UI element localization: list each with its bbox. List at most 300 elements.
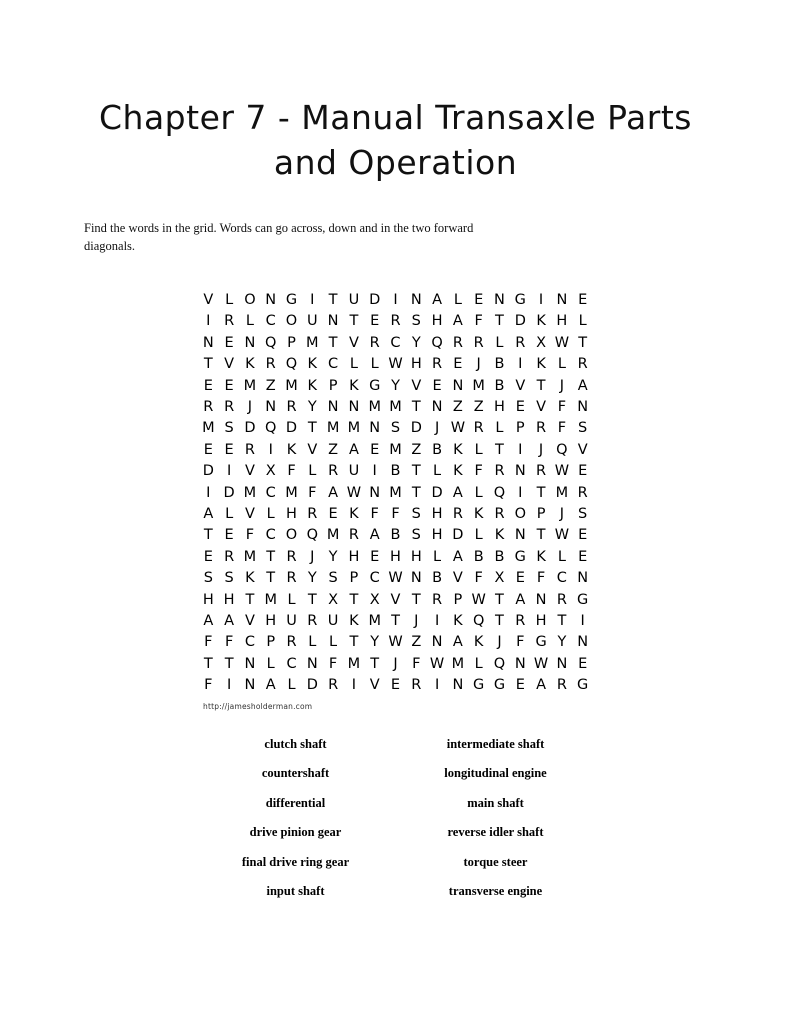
grid-cell: L: [578, 313, 587, 330]
grid-cell: Q: [493, 655, 506, 672]
grid-cell: G: [369, 377, 381, 394]
grid-cell: T: [578, 334, 588, 351]
grid-cell: N: [577, 398, 589, 415]
grid-cell: W: [388, 634, 403, 651]
grid-cell: Y: [411, 334, 421, 351]
grid-cell: E: [203, 377, 213, 394]
grid-cell: F: [328, 655, 338, 672]
grid-cell: E: [370, 441, 380, 458]
grid-cell: G: [535, 634, 547, 651]
grid-cell: L: [495, 334, 504, 351]
grid-cell: L: [474, 527, 483, 544]
grid-cell: F: [557, 398, 567, 415]
grid-cell: J: [497, 634, 502, 651]
grid-cell: L: [308, 463, 317, 480]
word-list-item: transverse engine: [448, 884, 543, 899]
grid-cell: L: [287, 677, 296, 694]
grid-cell: G: [577, 677, 589, 694]
grid-cell: R: [328, 677, 339, 694]
grid-cell: H: [390, 548, 401, 565]
grid-cell: H: [431, 313, 443, 330]
grid-cell: E: [578, 655, 588, 672]
grid-cell: T: [411, 398, 421, 415]
grid-cell: A: [452, 484, 463, 501]
word-list-item: drive pinion gear: [249, 825, 342, 840]
grid-cell: T: [536, 484, 546, 501]
grid-cell: R: [452, 334, 463, 351]
grid-cell: W: [450, 420, 466, 437]
grid-cell: Q: [265, 334, 277, 351]
grid-cell: N: [431, 398, 443, 415]
grid-cell: B: [494, 548, 505, 565]
grid-cell: W: [533, 655, 549, 672]
grid-cell: A: [452, 313, 463, 330]
grid-cell: M: [243, 377, 257, 394]
grid-cell: F: [516, 634, 525, 651]
grid-cell: E: [390, 677, 401, 694]
grid-cell: V: [224, 356, 235, 373]
grid-cell: N: [244, 334, 256, 351]
grid-cell: S: [224, 420, 234, 437]
grid-cell: C: [556, 570, 567, 587]
grid-cell: L: [495, 420, 504, 437]
grid-cell: M: [368, 612, 381, 629]
grid-cell: P: [453, 591, 463, 608]
grid-cell: W: [554, 527, 570, 544]
grid-cell: R: [473, 420, 484, 437]
grid-cell: R: [286, 398, 297, 415]
grid-cell: T: [495, 441, 504, 458]
grid-cell: Q: [285, 356, 298, 373]
grid-cell: X: [369, 591, 380, 608]
grid-cell: V: [369, 677, 380, 694]
grid-cell: M: [202, 420, 215, 437]
word-search-grid-container: [0, 289, 791, 695]
grid-cell: X: [494, 570, 505, 587]
grid-cell: E: [370, 313, 380, 330]
grid-cell: J: [434, 420, 440, 437]
grid-cell: N: [514, 655, 526, 672]
grid-cell: K: [245, 570, 255, 587]
grid-cell: T: [495, 591, 504, 608]
word-list-item: countershaft: [261, 766, 330, 781]
grid-cell: B: [432, 570, 443, 587]
grid-cell: K: [473, 634, 484, 651]
grid-cell: F: [557, 420, 567, 437]
grid-cell: G: [493, 677, 506, 694]
grid-cell: Q: [265, 420, 277, 437]
grid-cell: F: [536, 570, 546, 587]
grid-cell: B: [390, 527, 401, 544]
grid-cell: K: [473, 505, 484, 522]
grid-cell: W: [388, 570, 403, 587]
grid-cell: H: [286, 505, 297, 522]
grid-cell: Z: [328, 441, 339, 458]
grid-cell: A: [348, 441, 359, 458]
grid-cell: H: [410, 548, 422, 565]
grid-cell: O: [285, 313, 298, 330]
grid-cell: K: [286, 441, 297, 458]
grid-cell: F: [474, 313, 483, 330]
grid-cell: M: [326, 527, 340, 544]
word-list-item: differential: [265, 795, 326, 810]
grid-cell: R: [536, 420, 547, 437]
grid-cell: I: [518, 484, 523, 501]
grid-cell: T: [266, 570, 276, 587]
grid-cell: H: [494, 398, 505, 415]
grid-cell: K: [245, 356, 255, 373]
grid-cell: I: [518, 441, 523, 458]
grid-cell: Y: [557, 634, 567, 651]
grid-cell: T: [495, 612, 504, 629]
grid-cell: T: [536, 377, 546, 394]
grid-cell: H: [410, 356, 422, 373]
grid-cell: T: [411, 484, 421, 501]
grid-cell: W: [471, 591, 486, 608]
grid-cell: L: [349, 356, 358, 373]
grid-cell: N: [452, 677, 464, 694]
grid-cell: A: [224, 612, 235, 629]
grid-cell: W: [554, 463, 570, 480]
grid-cell: D: [369, 292, 381, 309]
grid-cell: P: [287, 334, 296, 351]
grid-cell: X: [536, 334, 547, 351]
grid-cell: H: [202, 591, 214, 608]
grid-cell: E: [474, 292, 484, 309]
grid-cell: T: [349, 313, 359, 330]
grid-cell: S: [578, 420, 588, 437]
grid-cell: K: [349, 612, 359, 629]
word-list-item: intermediate shaft: [446, 736, 545, 751]
grid-cell: F: [412, 655, 421, 672]
grid-cell: V: [536, 398, 547, 415]
grid-cell: E: [578, 463, 588, 480]
grid-cell: L: [225, 505, 234, 522]
grid-cell: V: [348, 334, 359, 351]
grid-cell: Z: [473, 398, 484, 415]
grid-cell: M: [285, 484, 298, 501]
grid-cell: I: [372, 463, 377, 480]
grid-cell: A: [328, 484, 339, 501]
grid-cell: I: [226, 463, 232, 480]
grid-cell: V: [307, 441, 318, 458]
grid-cell: N: [327, 313, 339, 330]
grid-cell: R: [244, 441, 255, 458]
grid-cell: L: [266, 655, 275, 672]
grid-cell: Z: [452, 398, 463, 415]
grid-cell: P: [328, 377, 338, 394]
grid-cell: K: [536, 356, 546, 373]
grid-cell: K: [307, 356, 318, 373]
grid-cell: I: [434, 612, 440, 629]
grid-cell: R: [203, 398, 214, 415]
grid-cell: W: [554, 334, 570, 351]
grid-cell: S: [411, 527, 421, 544]
grid-cell: W: [429, 655, 445, 672]
word-list-item: clutch shaft: [264, 736, 327, 751]
grid-cell: N: [494, 292, 505, 309]
grid-cell: N: [431, 634, 443, 651]
grid-cell: N: [348, 398, 360, 415]
grid-cell: F: [370, 505, 379, 522]
grid-cell: D: [410, 420, 422, 437]
grid-cell: V: [411, 377, 422, 394]
grid-cell: L: [433, 463, 442, 480]
grid-cell: Z: [411, 441, 422, 458]
grid-cell: F: [204, 634, 213, 651]
grid-cell: N: [265, 398, 277, 415]
grid-cell: R: [369, 334, 380, 351]
grid-cell: A: [515, 591, 526, 608]
grid-cell: R: [224, 398, 235, 415]
grid-cell: N: [244, 655, 256, 672]
grid-cell: U: [286, 612, 297, 629]
grid-cell: R: [577, 484, 588, 501]
grid-cell: N: [265, 292, 277, 309]
grid-cell: R: [286, 570, 297, 587]
grid-cell: A: [369, 527, 380, 544]
grid-cell: K: [349, 505, 359, 522]
grid-cell: T: [349, 634, 359, 651]
grid-cell: Z: [411, 634, 422, 651]
grid-cell: M: [389, 484, 402, 501]
grid-cell: R: [307, 505, 318, 522]
grid-cell: M: [347, 420, 361, 437]
grid-cell: C: [369, 570, 380, 587]
grid-cell: R: [348, 527, 359, 544]
grid-cell: L: [287, 591, 296, 608]
grid-cell: J: [559, 377, 564, 394]
grid-cell: M: [243, 548, 257, 565]
grid-cell: L: [266, 505, 275, 522]
grid-cell: R: [556, 677, 567, 694]
grid-cell: M: [472, 377, 485, 394]
grid-cell: A: [536, 677, 547, 694]
grid-cell: S: [203, 570, 213, 587]
grid-cell: N: [577, 634, 589, 651]
grid-cell: M: [368, 398, 381, 415]
grid-cell: C: [244, 634, 255, 651]
grid-cell: N: [514, 527, 526, 544]
grid-cell: H: [348, 548, 360, 565]
grid-cell: T: [307, 591, 317, 608]
grid-cell: T: [328, 292, 338, 309]
grid-cell: E: [432, 377, 442, 394]
grid-cell: I: [226, 677, 232, 694]
grid-cell: R: [286, 548, 297, 565]
grid-cell: K: [453, 463, 463, 480]
grid-cell: M: [389, 441, 402, 458]
grid-cell: V: [452, 570, 463, 587]
grid-cell: R: [556, 591, 567, 608]
grid-cell: B: [494, 356, 505, 373]
grid-cell: V: [244, 505, 255, 522]
grid-cell: F: [204, 677, 213, 694]
grid-cell: T: [411, 463, 421, 480]
grid-cell: R: [452, 505, 463, 522]
grid-cell: O: [285, 527, 298, 544]
grid-cell: M: [389, 398, 402, 415]
grid-cell: A: [577, 377, 588, 394]
grid-cell: V: [244, 612, 255, 629]
grid-cell: L: [433, 548, 442, 565]
grid-cell: T: [370, 655, 380, 672]
grid-cell: T: [203, 356, 213, 373]
grid-cell: A: [432, 292, 443, 309]
grid-cell: X: [328, 591, 339, 608]
grid-cell: I: [310, 292, 315, 309]
grid-cell: J: [393, 655, 398, 672]
grid-cell: N: [327, 398, 339, 415]
grid-cell: A: [452, 548, 463, 565]
grid-cell: N: [410, 570, 422, 587]
grid-cell: E: [515, 677, 525, 694]
grid-cell: R: [307, 612, 318, 629]
grid-cell: G: [514, 548, 526, 565]
grid-cell: M: [451, 655, 465, 672]
grid-cell: O: [514, 505, 526, 522]
grid-cell: L: [453, 292, 462, 309]
grid-cell: K: [349, 377, 359, 394]
grid-cell: L: [308, 634, 317, 651]
grid-cell: F: [474, 463, 483, 480]
grid-cell: V: [577, 441, 588, 458]
grid-cell: L: [329, 634, 338, 651]
grid-cell: E: [578, 548, 588, 565]
grid-cell: P: [349, 570, 359, 587]
grid-cell: S: [411, 505, 421, 522]
grid-cell: J: [476, 356, 481, 373]
grid-cell: N: [556, 655, 568, 672]
grid-cell: R: [224, 548, 235, 565]
grid-cell: E: [370, 548, 380, 565]
grid-cell: N: [244, 677, 256, 694]
grid-cell: H: [556, 313, 568, 330]
grid-cell: J: [310, 548, 315, 565]
grid-cell: S: [578, 505, 588, 522]
grid-cell: L: [557, 548, 566, 565]
grid-cell: V: [390, 591, 401, 608]
grid-cell: R: [577, 356, 588, 373]
grid-cell: F: [474, 570, 483, 587]
grid-cell: S: [390, 420, 401, 437]
grid-cell: S: [328, 570, 338, 587]
grid-cell: S: [411, 313, 421, 330]
grid-cell: C: [265, 484, 276, 501]
grid-cell: Q: [306, 527, 319, 544]
grid-cell: E: [578, 527, 588, 544]
grid-cell: D: [431, 484, 443, 501]
grid-cell: F: [308, 484, 317, 501]
grid-cell: M: [326, 420, 340, 437]
grid-cell: Y: [370, 634, 380, 651]
word-search-grid: [198, 289, 593, 695]
grid-cell: M: [347, 655, 361, 672]
grid-cell: N: [514, 463, 526, 480]
grid-cell: K: [453, 612, 463, 629]
grid-cell: B: [390, 463, 401, 480]
grid-cell: N: [410, 292, 422, 309]
word-list: [196, 737, 596, 900]
grid-cell: T: [224, 655, 234, 672]
grid-cell: M: [555, 484, 569, 501]
grid-cell: F: [245, 527, 255, 544]
grid-cell: U: [327, 612, 339, 629]
grid-cell: E: [578, 292, 588, 309]
grid-cell: G: [514, 292, 526, 309]
grid-cell: F: [224, 634, 234, 651]
grid-cell: M: [285, 377, 298, 394]
grid-cell: D: [306, 677, 318, 694]
grid-cell: J: [538, 441, 544, 458]
grid-cell: A: [203, 505, 214, 522]
grid-cell: J: [247, 398, 253, 415]
grid-cell: K: [536, 548, 546, 565]
grid-cell: E: [515, 570, 525, 587]
grid-cell: C: [265, 313, 276, 330]
grid-cell: N: [452, 377, 464, 394]
grid-cell: V: [515, 377, 526, 394]
grid-cell: F: [287, 463, 296, 480]
grid-cell: I: [351, 677, 357, 694]
grid-cell: G: [577, 591, 589, 608]
grid-cell: D: [202, 463, 214, 480]
word-list-item: input shaft: [266, 884, 325, 899]
grid-cell: N: [535, 591, 547, 608]
grid-cell: I: [538, 292, 544, 309]
grid-cell: F: [391, 505, 400, 522]
grid-cell: Y: [307, 398, 317, 415]
grid-cell: H: [265, 612, 277, 629]
grid-cell: H: [431, 527, 443, 544]
grid-cell: I: [434, 677, 440, 694]
grid-cell: J: [414, 612, 419, 629]
grid-cell: R: [286, 634, 297, 651]
grid-cell: R: [515, 334, 526, 351]
grid-cell: I: [393, 292, 398, 309]
grid-cell: T: [245, 591, 255, 608]
grid-cell: E: [224, 527, 234, 544]
grid-cell: A: [265, 677, 276, 694]
grid-cell: R: [536, 463, 547, 480]
grid-cell: N: [369, 420, 381, 437]
grid-cell: R: [494, 463, 505, 480]
grid-cell: E: [224, 377, 234, 394]
grid-cell: N: [577, 570, 589, 587]
grid-cell: K: [536, 313, 546, 330]
grid-cell: P: [266, 634, 276, 651]
grid-cell: T: [266, 548, 276, 565]
word-list-item: torque steer: [463, 854, 528, 869]
grid-cell: D: [223, 484, 235, 501]
grid-cell: E: [224, 334, 234, 351]
grid-cell: G: [285, 292, 298, 309]
grid-cell: E: [515, 398, 525, 415]
grid-cell: L: [245, 313, 254, 330]
grid-cell: R: [515, 612, 526, 629]
grid-cell: E: [453, 356, 463, 373]
grid-cell: K: [494, 527, 505, 544]
grid-cell: I: [206, 313, 211, 330]
grid-cell: B: [432, 441, 443, 458]
word-list-item: main shaft: [467, 795, 524, 810]
grid-cell: C: [390, 334, 401, 351]
grid-cell: B: [473, 548, 484, 565]
page-title: Chapter 7 - Manual Transaxle Parts and Operation: [99, 98, 692, 182]
grid-cell: E: [224, 441, 234, 458]
grid-cell: R: [432, 591, 443, 608]
grid-cell: N: [202, 334, 214, 351]
